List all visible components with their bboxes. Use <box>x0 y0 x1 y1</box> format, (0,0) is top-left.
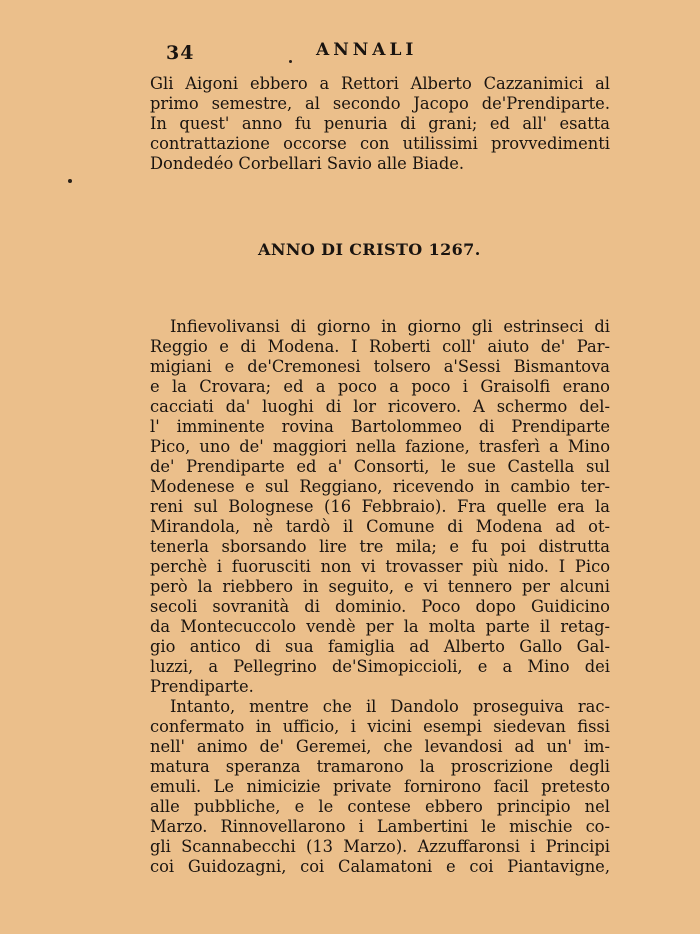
paragraph-line: coi Guidozagni, coi Calamatoni e coi Piantavigne, <box>150 857 610 876</box>
paragraph-line: perchè i fuorusciti non vi trovasser più nido. I Pico <box>150 557 610 576</box>
paragraph-line: Mirandola, nè tardò il Comune di Modena ad ot- <box>150 517 610 536</box>
paragraph-line: da Montecuccolo vendè per la molta parte il retag- <box>150 617 610 636</box>
paragraph-line: Prendiparte. <box>150 677 254 696</box>
page-number: 34 <box>166 42 195 64</box>
paragraph-line: Pico, uno de' maggiori nella fazione, trasferì a Mino <box>150 437 610 456</box>
paragraph-line: gli Scannabecchi (13 Marzo). Azzuffaronsi i Principi <box>150 837 610 856</box>
paragraph-line: tenerla sborsando lire tre mila; e fu poi distrutta <box>150 537 610 556</box>
paragraph-line: matura speranza tramarono la proscrizione degli <box>150 757 610 776</box>
intro-paragraph <box>150 74 610 174</box>
paragraph-line: secoli sovranità di dominio. Poco dopo Guidicino <box>150 597 610 616</box>
paragraph-line: reni sul Bolognese (16 Febbraio). Fra quelle era la <box>150 497 610 516</box>
paragraph-line: luzzi, a Pellegrino de'Simopiccioli, e a Mino dei <box>150 657 610 676</box>
paragraph-line: cacciati da' luoghi di lor ricovero. A schermo del- <box>150 397 610 416</box>
ink-speck <box>68 179 72 183</box>
paragraph-line: nell' animo de' Geremei, che levandosi ad un' im- <box>150 737 610 756</box>
paragraph-line: migiani e de'Cremonesi tolsero a'Sessi Bismantova <box>150 357 610 376</box>
paragraph-line: però la riebbero in seguito, e vi tennero per alcuni <box>150 577 610 596</box>
paragraph-line: Modenese e sul Reggiano, ricevendo in cambio ter- <box>150 477 610 496</box>
paragraph-line: de' Prendiparte ed a' Consorti, le sue Castella sul <box>150 457 610 476</box>
running-title: ANNALI <box>316 40 418 60</box>
intro-line: Dondedéo Corbellari Savio alle Biade. <box>150 154 465 173</box>
paragraph-line: Intanto, mentre che il Dandolo proseguiva rac- <box>170 697 610 716</box>
paragraph-line: l' imminente rovina Bartolommeo di Prendiparte <box>150 417 610 436</box>
section-title: ANNO DI CRISTO 1267. <box>258 240 481 259</box>
intro-line: Gli Aigoni ebbero a Rettori Alberto Cazzanimici al <box>150 74 610 93</box>
paragraph-line: Reggio e di Modena. I Roberti coll' aiuto de' Par- <box>150 337 610 356</box>
intro-line: primo semestre, al secondo Jacopo de'Prendiparte. <box>150 94 610 113</box>
paragraph-line: e la Crovara; ed a poco a poco i Graisolfi erano <box>150 377 610 396</box>
paragraph-line: alle pubbliche, e le contese ebbero principio nel <box>150 797 610 816</box>
paragraph-line: confermato in ufficio, i vicini esempi siedevan fissi <box>150 717 610 736</box>
paragraph-line: Marzo. Rinnovellarono i Lambertini le mischie co- <box>150 817 610 836</box>
paragraph-line: emuli. Le nimicizie private fornirono facil pretesto <box>150 777 610 796</box>
paragraph-1 <box>150 317 610 697</box>
ink-speck <box>289 60 292 63</box>
intro-line: In quest' anno fu penuria di grani; ed all' esatta <box>150 114 610 133</box>
paragraph-line: Infievolivansi di giorno in giorno gli estrinseci di <box>170 317 610 336</box>
intro-line: contrattazione occorse con utilissimi provvedimenti <box>150 134 610 153</box>
paragraph-2 <box>150 697 610 877</box>
paragraph-line: gio antico di sua famiglia ad Alberto Gallo Gal- <box>150 637 610 656</box>
